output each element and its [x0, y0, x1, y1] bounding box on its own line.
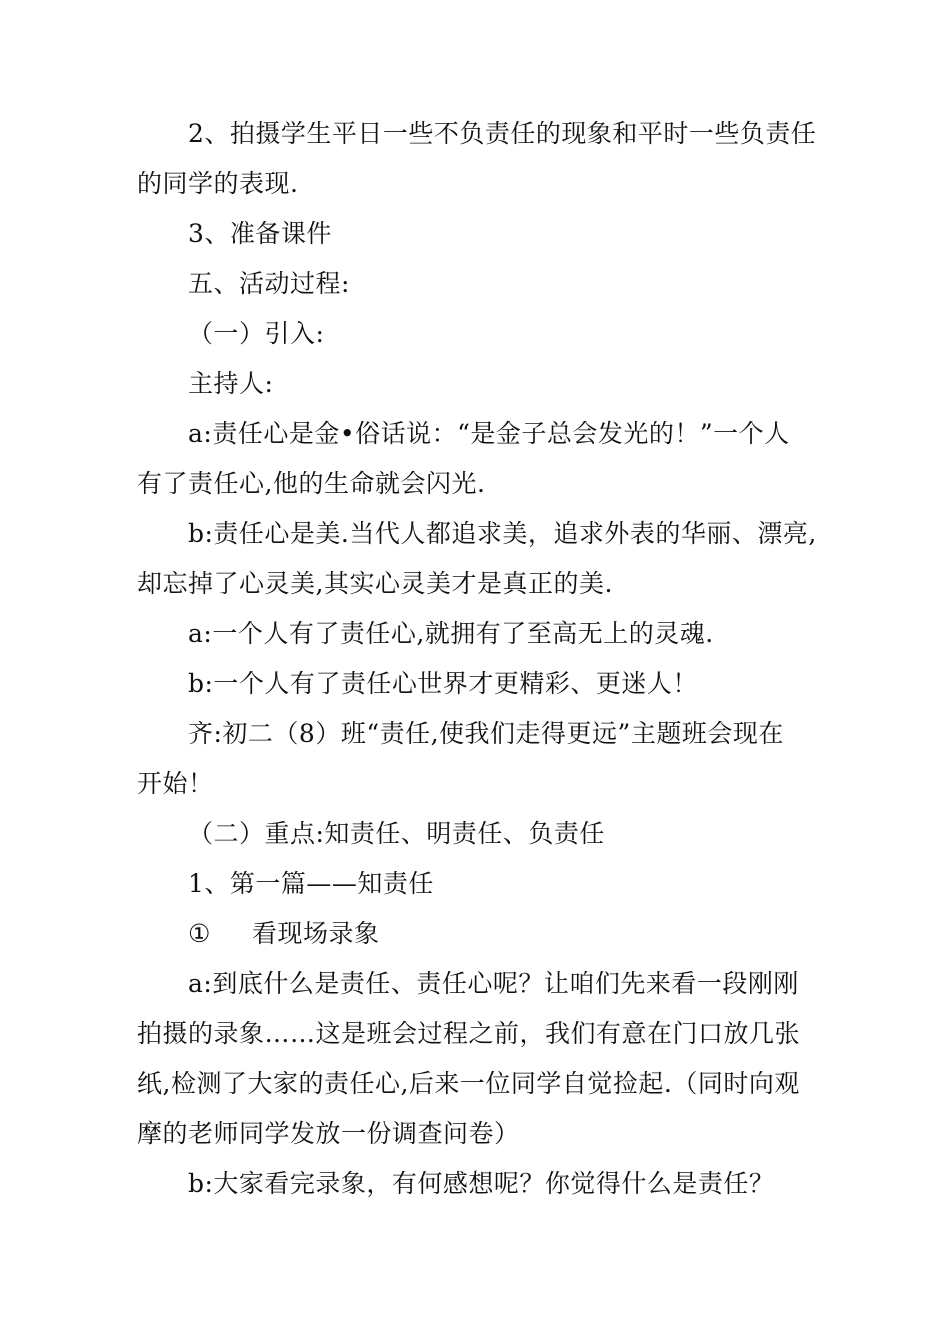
text-line: 主持人:: [188, 369, 274, 398]
text-line: b:一个人有了责任心世界才更精彩、更迷人！: [188, 669, 698, 698]
text-line: 1、第一篇——知责任: [188, 869, 434, 898]
section-heading: 五、活动过程:: [188, 269, 350, 298]
text-line: a:一个人有了责任心,就拥有了至高无上的灵魂.: [188, 619, 714, 648]
text-line: 2、拍摄学生平日一些不负责任的现象和平时一些负责任: [188, 119, 817, 148]
text-line: 有了责任心,他的生命就会闪光.: [137, 469, 486, 498]
circled-number: ①: [188, 919, 211, 948]
numbered-item-text: 看现场录象: [252, 919, 380, 948]
text-line: b:责任心是美.当代人都追求美，追求外表的华丽、漂亮,: [188, 519, 817, 548]
numbered-item: [188, 914, 380, 954]
text-line: 的同学的表现.: [137, 169, 299, 198]
subsection-heading: （一）引入:: [188, 319, 325, 348]
text-line: 摩的老师同学发放一份调查问卷）: [137, 1119, 520, 1148]
text-line: 拍摄的录象……这是班会过程之前，我们有意在门口放几张: [137, 1019, 801, 1048]
text-line: a:到底什么是责任、责任心呢？让咱们先来看一段刚刚: [188, 969, 799, 998]
text-line: a:责任心是金•俗话说：“是金子总会发光的！”一个人: [188, 419, 790, 448]
text-line: 开始！: [137, 769, 214, 798]
subsection-heading: （二）重点:知责任、明责任、负责任: [188, 819, 605, 848]
text-line: 3、准备课件: [188, 219, 332, 248]
text-line: 却忘掉了心灵美,其实心灵美才是真正的美.: [137, 569, 613, 598]
text-line: 纸,检测了大家的责任心,后来一位同学自觉捡起.（同时向观: [137, 1069, 800, 1098]
text-line: b:大家看完录象，有何感想呢？你觉得什么是责任？: [188, 1169, 775, 1198]
text-line: 齐:初二（8）班“责任,使我们走得更远”主题班会现在: [188, 719, 784, 748]
